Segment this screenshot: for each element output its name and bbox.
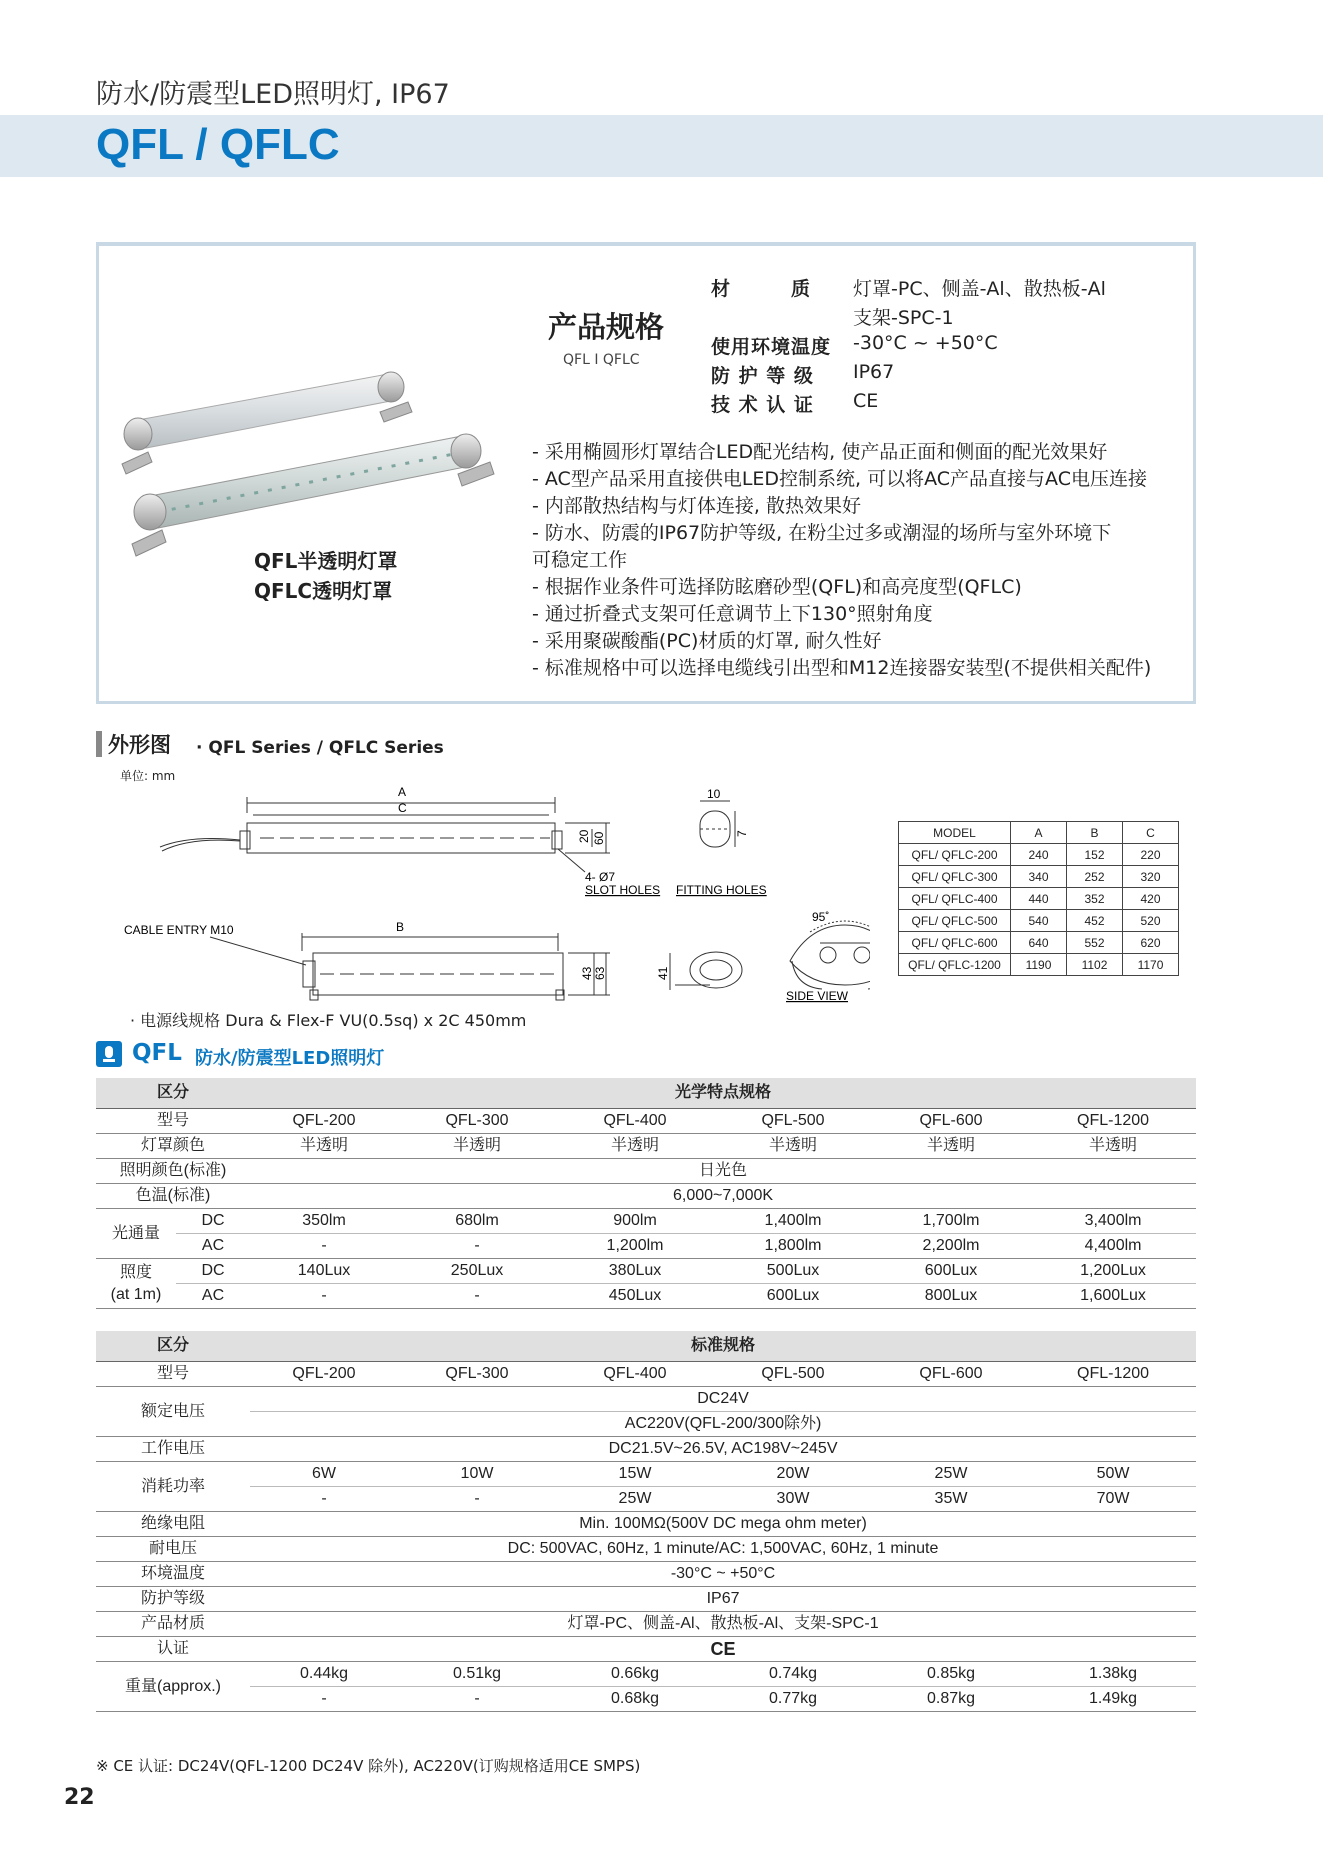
power-cable-note: · 电源线规格 Dura & Flex-F VU(0.5sq) x 2C 450mm bbox=[130, 1011, 527, 1030]
table-cell: 0.44kg bbox=[250, 1662, 398, 1687]
table-row bbox=[96, 1537, 1196, 1562]
feature-item: - 标准规格中可以选择电缆线引出型和M12连接器安装型(不提供相关配件) bbox=[532, 657, 1152, 679]
table-cell: 0.85kg bbox=[872, 1662, 1030, 1687]
table-cell: AC220V(QFL-200/300除外) bbox=[250, 1412, 1196, 1437]
sub-label: AC bbox=[176, 1284, 250, 1309]
table-cell: QFL/ QFLC-1200 bbox=[899, 954, 1011, 976]
feature-item: - 防水、防震的IP67防护等级, 在粉尘过多或潮湿的场所与室外环境下 bbox=[532, 522, 1112, 544]
table-cell: 452 bbox=[1067, 910, 1123, 932]
table-cell: 540 bbox=[1011, 910, 1067, 932]
page-title: QFL / QFLC bbox=[96, 120, 340, 169]
table-cell: 3,400lm bbox=[1030, 1209, 1196, 1234]
angle-label: 95˚ bbox=[812, 910, 830, 924]
table-row bbox=[96, 1512, 1196, 1537]
table-cell: QFL-600 bbox=[872, 1109, 1030, 1134]
table-row bbox=[96, 1437, 1196, 1462]
table-cell: QFL-300 bbox=[398, 1362, 556, 1387]
row-label: 额定电压 bbox=[96, 1387, 250, 1437]
table-cell: - bbox=[250, 1487, 398, 1512]
table-cell: 50W bbox=[1030, 1462, 1196, 1487]
table-cell: 640 bbox=[1011, 932, 1067, 954]
table-cell: 252 bbox=[1067, 866, 1123, 888]
spec-label: 材 质 bbox=[711, 278, 812, 300]
table-cell: Min. 100MΩ(500V DC mega ohm meter) bbox=[250, 1512, 1196, 1537]
table-cell: 1,700lm bbox=[872, 1209, 1030, 1234]
dim-43: 43 bbox=[580, 966, 594, 980]
product-heading: 产品规格 bbox=[548, 310, 665, 344]
row-label: 产品材质 bbox=[96, 1612, 250, 1637]
table-row bbox=[899, 954, 1179, 976]
side-view-label: SIDE VIEW bbox=[786, 989, 849, 1003]
dim-20: 20 bbox=[577, 829, 591, 843]
table-cell: DC: 500VAC, 60Hz, 1 minute/AC: 1,500VAC, 60Hz, 1 minute bbox=[250, 1537, 1196, 1562]
row-label: 工作电压 bbox=[96, 1437, 250, 1462]
row-label: 色温(标准) bbox=[96, 1184, 250, 1209]
cable-entry-label: CABLE ENTRY M10 bbox=[124, 923, 234, 937]
table-row bbox=[96, 1587, 1196, 1612]
slot-label: 4- Ø7 bbox=[585, 870, 616, 884]
row-label: 环境温度 bbox=[96, 1562, 250, 1587]
dim-c: C bbox=[398, 801, 407, 815]
sub-label: DC bbox=[176, 1209, 250, 1234]
table-cell: - bbox=[398, 1284, 556, 1309]
table-cell: 500Lux bbox=[714, 1259, 872, 1284]
spec-label: 技 术 认 证 bbox=[711, 394, 814, 416]
spec-value: 灯罩-PC、侧盖-Al、散热板-Al bbox=[853, 278, 1106, 300]
caption-qfl: QFL半透明灯罩 bbox=[254, 549, 398, 573]
table-cell: 35W bbox=[872, 1487, 1030, 1512]
table-cell: 620 bbox=[1123, 932, 1179, 954]
table-row bbox=[96, 1184, 1196, 1209]
table-row bbox=[899, 866, 1179, 888]
qfl-name: QFL bbox=[132, 1040, 182, 1066]
caption-qflc: QFLC透明灯罩 bbox=[254, 579, 393, 603]
table-cell: 半透明 bbox=[556, 1134, 714, 1159]
outline-title: 外形图 bbox=[108, 733, 171, 757]
feature-item: - 采用聚碳酸酯(PC)材质的灯罩, 耐久性好 bbox=[532, 630, 882, 652]
table-cell: 440 bbox=[1011, 888, 1067, 910]
row-label bbox=[96, 1259, 176, 1309]
product-image bbox=[118, 362, 508, 562]
table-cell: 420 bbox=[1123, 888, 1179, 910]
spec-value: -30°C ~ +50°C bbox=[853, 332, 998, 354]
table-cell: 半透明 bbox=[1030, 1134, 1196, 1159]
spec-value: IP67 bbox=[853, 361, 895, 383]
ce-mark: CE bbox=[250, 1637, 1196, 1662]
table-header: A bbox=[1011, 822, 1067, 844]
table-cell: - bbox=[398, 1687, 556, 1712]
table-cell: 800Lux bbox=[872, 1284, 1030, 1309]
table-cell: 0.51kg bbox=[398, 1662, 556, 1687]
table-cell: QFL/ QFLC-500 bbox=[899, 910, 1011, 932]
table-cell: 日光色 bbox=[250, 1159, 1196, 1184]
feature-item: 可稳定工作 bbox=[532, 549, 628, 571]
row-label: 型号 bbox=[96, 1109, 250, 1134]
row-label: 耐电压 bbox=[96, 1537, 250, 1562]
table-cell: 0.87kg bbox=[872, 1687, 1030, 1712]
table-row bbox=[96, 1612, 1196, 1637]
table-header: 区分 bbox=[96, 1331, 250, 1362]
table-row bbox=[899, 822, 1179, 844]
footnote: ※ CE 认证: DC24V(QFL-1200 DC24V 除外), AC220V(订购规格适用CE SMPS) bbox=[96, 1757, 641, 1775]
table-row bbox=[96, 1234, 1196, 1259]
model-dimension-table bbox=[898, 821, 1179, 976]
table-cell: 6,000~7,000K bbox=[250, 1184, 1196, 1209]
table-cell: QFL-400 bbox=[556, 1362, 714, 1387]
table-cell: 1.49kg bbox=[1030, 1687, 1196, 1712]
table-cell: 20W bbox=[714, 1462, 872, 1487]
dim-b: B bbox=[396, 920, 405, 934]
row-label: 光通量 bbox=[96, 1209, 176, 1259]
table-cell: 1,200Lux bbox=[1030, 1259, 1196, 1284]
table-cell: 352 bbox=[1067, 888, 1123, 910]
feature-item: - AC型产品采用直接供电LED控制系统, 可以将AC产品直接与AC电压连接 bbox=[532, 468, 1147, 490]
table-row bbox=[899, 888, 1179, 910]
table-cell: 半透明 bbox=[872, 1134, 1030, 1159]
outline-series: · QFL Series / QFLC Series bbox=[196, 738, 444, 758]
table-cell: 140Lux bbox=[250, 1259, 398, 1284]
table-cell: 1190 bbox=[1011, 954, 1067, 976]
table-cell: 152 bbox=[1067, 844, 1123, 866]
table-cell: 600Lux bbox=[872, 1259, 1030, 1284]
table-cell: 340 bbox=[1011, 866, 1067, 888]
table-cell: 25W bbox=[872, 1462, 1030, 1487]
table-row bbox=[96, 1362, 1196, 1387]
row-label: 防护等级 bbox=[96, 1587, 250, 1612]
table-cell: 半透明 bbox=[250, 1134, 398, 1159]
table-row bbox=[96, 1078, 1196, 1109]
row-label: 重量(approx.) bbox=[96, 1662, 250, 1712]
table-cell: - bbox=[250, 1687, 398, 1712]
illum-label: 照度 bbox=[119, 1263, 152, 1281]
table-cell: 0.68kg bbox=[556, 1687, 714, 1712]
table-cell: 2,200lm bbox=[872, 1234, 1030, 1259]
table-cell: 320 bbox=[1123, 866, 1179, 888]
unit-label: 单位: mm bbox=[120, 769, 176, 783]
table-row bbox=[96, 1662, 1196, 1687]
table-header: 区分 bbox=[96, 1078, 250, 1109]
table-cell: IP67 bbox=[250, 1587, 1196, 1612]
illum-label-sub: (at 1m) bbox=[110, 1285, 162, 1303]
optical-spec-table bbox=[96, 1078, 1196, 1309]
table-cell: QFL/ QFLC-400 bbox=[899, 888, 1011, 910]
table-cell: 25W bbox=[556, 1487, 714, 1512]
table-cell: 450Lux bbox=[556, 1284, 714, 1309]
table-header: 标准规格 bbox=[250, 1331, 1196, 1362]
table-cell: QFL/ QFLC-600 bbox=[899, 932, 1011, 954]
lamp-icon bbox=[96, 1041, 122, 1067]
spec-label: 防 护 等 级 bbox=[711, 365, 814, 387]
feature-item: - 采用椭圆形灯罩结合LED配光结构, 使产品正面和侧面的配光效果好 bbox=[532, 441, 1108, 463]
standard-spec-table bbox=[96, 1331, 1196, 1712]
table-header: MODEL bbox=[899, 822, 1011, 844]
table-cell: QFL-300 bbox=[398, 1109, 556, 1134]
table-header: C bbox=[1123, 822, 1179, 844]
table-cell: QFL/ QFLC-300 bbox=[899, 866, 1011, 888]
feature-item: - 根据作业条件可选择防眩磨砂型(QFL)和高亮度型(QFLC) bbox=[532, 576, 1022, 598]
table-cell: 4,400lm bbox=[1030, 1234, 1196, 1259]
table-cell: 0.77kg bbox=[714, 1687, 872, 1712]
table-cell: QFL-200 bbox=[250, 1109, 398, 1134]
table-cell: 250Lux bbox=[398, 1259, 556, 1284]
table-row bbox=[899, 844, 1179, 866]
sub-label: AC bbox=[176, 1234, 250, 1259]
section-marker bbox=[96, 731, 102, 757]
table-row bbox=[96, 1259, 1196, 1284]
row-label: 消耗功率 bbox=[96, 1462, 250, 1512]
table-cell: 1170 bbox=[1123, 954, 1179, 976]
table-row bbox=[96, 1331, 1196, 1362]
table-cell: 30W bbox=[714, 1487, 872, 1512]
row-label: 型号 bbox=[96, 1362, 250, 1387]
row-label: 灯罩颜色 bbox=[96, 1134, 250, 1159]
feature-item: - 通过折叠式支架可任意调节上下130°照射角度 bbox=[532, 603, 933, 625]
table-cell: 1.38kg bbox=[1030, 1662, 1196, 1687]
table-cell: QFL-500 bbox=[714, 1109, 872, 1134]
table-cell: 600Lux bbox=[714, 1284, 872, 1309]
table-cell: 350lm bbox=[250, 1209, 398, 1234]
table-cell: - bbox=[398, 1234, 556, 1259]
slot-holes-label: SLOT HOLES bbox=[585, 883, 661, 897]
table-cell: 1,600Lux bbox=[1030, 1284, 1196, 1309]
spec-value: CE bbox=[853, 390, 879, 412]
feature-item: - 内部散热结构与灯体连接, 散热效果好 bbox=[532, 495, 861, 517]
table-row bbox=[96, 1637, 1196, 1662]
spec-label: 使用环境温度 bbox=[711, 336, 832, 358]
table-cell: QFL/ QFLC-200 bbox=[899, 844, 1011, 866]
table-cell: 0.74kg bbox=[714, 1662, 872, 1687]
table-row bbox=[96, 1487, 1196, 1512]
sub-label: DC bbox=[176, 1259, 250, 1284]
table-row bbox=[96, 1159, 1196, 1184]
table-cell: 0.66kg bbox=[556, 1662, 714, 1687]
row-label: 绝缘电阻 bbox=[96, 1512, 250, 1537]
table-row bbox=[96, 1284, 1196, 1309]
page-subtitle: 防水/防震型LED照明灯, IP67 bbox=[96, 79, 450, 110]
table-row bbox=[96, 1109, 1196, 1134]
dimension-drawing bbox=[110, 775, 870, 1015]
table-row bbox=[899, 932, 1179, 954]
table-cell: DC24V bbox=[250, 1387, 1196, 1412]
table-header: B bbox=[1067, 822, 1123, 844]
table-cell: 半透明 bbox=[398, 1134, 556, 1159]
fitting-holes-label: FITTING HOLES bbox=[676, 883, 767, 897]
dim-10: 10 bbox=[707, 787, 721, 801]
table-row bbox=[96, 1687, 1196, 1712]
table-cell: 240 bbox=[1011, 844, 1067, 866]
product-subheading: QFL Ⅰ QFLC bbox=[563, 352, 640, 368]
table-row bbox=[96, 1134, 1196, 1159]
table-header: 光学特点规格 bbox=[250, 1078, 1196, 1109]
table-cell: 灯罩-PC、侧盖-Al、散热板-Al、支架-SPC-1 bbox=[250, 1612, 1196, 1637]
table-cell: QFL-400 bbox=[556, 1109, 714, 1134]
spec-value: 支架-SPC-1 bbox=[853, 307, 954, 329]
table-cell: 380Lux bbox=[556, 1259, 714, 1284]
table-row bbox=[96, 1462, 1196, 1487]
table-cell: 1,200lm bbox=[556, 1234, 714, 1259]
qfl-description: 防水/防震型LED照明灯 bbox=[195, 1048, 385, 1069]
table-row bbox=[96, 1562, 1196, 1587]
table-cell: 520 bbox=[1123, 910, 1179, 932]
table-cell: 680lm bbox=[398, 1209, 556, 1234]
dim-63: 63 bbox=[593, 966, 607, 980]
table-row bbox=[899, 910, 1179, 932]
table-cell: 15W bbox=[556, 1462, 714, 1487]
table-cell: - bbox=[398, 1487, 556, 1512]
table-cell: QFL-1200 bbox=[1030, 1362, 1196, 1387]
table-cell: QFL-200 bbox=[250, 1362, 398, 1387]
table-cell: DC21.5V~26.5V, AC198V~245V bbox=[250, 1437, 1196, 1462]
dim-41: 41 bbox=[656, 966, 670, 980]
table-cell: 1,400lm bbox=[714, 1209, 872, 1234]
table-cell: - bbox=[250, 1234, 398, 1259]
dim-a: A bbox=[398, 785, 407, 799]
table-cell: 220 bbox=[1123, 844, 1179, 866]
row-label: 认证 bbox=[96, 1637, 250, 1662]
dim-7: 7 bbox=[735, 830, 749, 837]
dim-60: 60 bbox=[592, 831, 606, 845]
table-cell: 552 bbox=[1067, 932, 1123, 954]
table-cell: 900lm bbox=[556, 1209, 714, 1234]
table-cell: 1,800lm bbox=[714, 1234, 872, 1259]
table-row bbox=[96, 1387, 1196, 1412]
table-row bbox=[96, 1209, 1196, 1234]
table-cell: 10W bbox=[398, 1462, 556, 1487]
table-cell: 半透明 bbox=[714, 1134, 872, 1159]
table-cell: - bbox=[250, 1284, 398, 1309]
table-cell: 70W bbox=[1030, 1487, 1196, 1512]
table-cell: QFL-1200 bbox=[1030, 1109, 1196, 1134]
table-cell: 6W bbox=[250, 1462, 398, 1487]
table-cell: QFL-600 bbox=[872, 1362, 1030, 1387]
table-cell: QFL-500 bbox=[714, 1362, 872, 1387]
page-number: 22 bbox=[64, 1785, 95, 1810]
table-cell: -30°C ~ +50°C bbox=[250, 1562, 1196, 1587]
table-row bbox=[96, 1412, 1196, 1437]
table-cell: 1102 bbox=[1067, 954, 1123, 976]
row-label: 照明颜色(标准) bbox=[96, 1159, 250, 1184]
